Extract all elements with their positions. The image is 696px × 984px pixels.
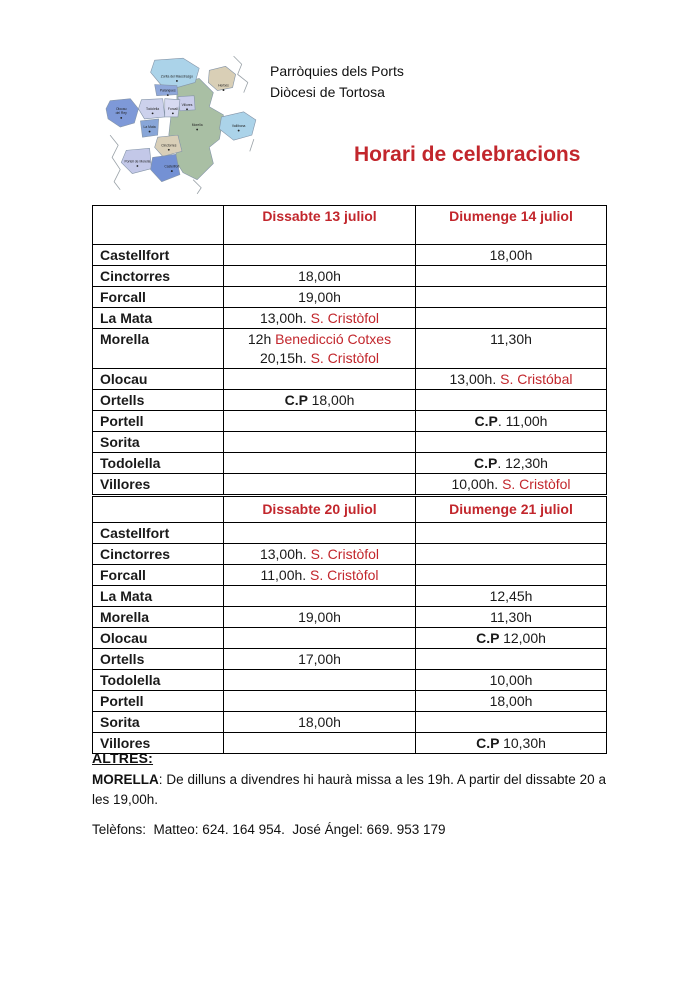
- cell-line: [228, 650, 411, 669]
- table-row-morella: [93, 607, 607, 628]
- cell-line: [420, 692, 602, 711]
- parish-name: Villores: [93, 733, 224, 754]
- map-town-dot: [238, 130, 240, 132]
- cell-sunday: [416, 432, 607, 453]
- cell-sunday: [416, 607, 607, 628]
- parish-name: Olocau: [93, 628, 224, 649]
- parish-name: Portell: [93, 691, 224, 712]
- parish-name: Morella: [93, 607, 224, 628]
- day-header-sunday: Diumenge 14 juliol: [416, 206, 607, 245]
- cell-text-segment: 18,00h: [298, 714, 341, 730]
- cell-text-segment: 19,00h: [298, 289, 341, 305]
- cell-text-segment: 11,00h.: [260, 567, 311, 583]
- map-label-la-mata: La Mata: [143, 125, 156, 130]
- table-row-la-mata: [93, 586, 607, 607]
- cell-sunday: [416, 565, 607, 586]
- map-town-dot: [120, 117, 122, 119]
- cell-saturday: [224, 245, 416, 266]
- cell-saturday: [224, 586, 416, 607]
- cell-text-segment: 11,30h: [490, 331, 532, 347]
- cell-line: [420, 587, 602, 606]
- cell-saturday: [224, 628, 416, 649]
- cell-line: [420, 370, 602, 389]
- cell-saturday: [224, 712, 416, 733]
- table-row-sorita: [93, 712, 607, 733]
- map-label-olocau-del-rey: Olocau del Rey: [115, 106, 127, 115]
- cell-line: [228, 309, 411, 328]
- cell-sunday: [416, 670, 607, 691]
- parish-name: Ortells: [93, 390, 224, 411]
- map-label-castellfort: Castellfort: [164, 164, 180, 169]
- parish-name: Villores: [93, 474, 224, 495]
- cell-sunday: [416, 266, 607, 287]
- map-town-dot: [223, 89, 225, 91]
- map-town-dot: [149, 131, 151, 133]
- cell-text-segment: 19,00h: [298, 609, 341, 625]
- cell-saturday: [224, 607, 416, 628]
- cell-sunday: [416, 411, 607, 432]
- cell-text-segment: 10,30h: [503, 735, 546, 751]
- morella-note: [92, 770, 606, 810]
- table-row-portell: [93, 411, 607, 432]
- cell-line: [228, 267, 411, 286]
- day-header-saturday: Dissabte 13 juliol: [224, 206, 416, 245]
- table-row-todolella: [93, 670, 607, 691]
- parish-name: Ortells: [93, 649, 224, 670]
- parish-name: La Mata: [93, 308, 224, 329]
- cell-line: [420, 246, 602, 265]
- cell-sunday: [416, 245, 607, 266]
- map-label-vallibona: Vallibona: [231, 124, 246, 129]
- map-label-todolella: Todolella: [146, 106, 160, 111]
- cell-text-segment: 12,00h: [503, 630, 546, 646]
- cell-sunday: [416, 453, 607, 474]
- parish-name: Todolella: [93, 670, 224, 691]
- parish-name: La Mata: [93, 586, 224, 607]
- cell-saturday: [224, 565, 416, 586]
- cell-sunday: [416, 586, 607, 607]
- map-town-dot: [176, 80, 178, 82]
- cell-line: [420, 454, 602, 473]
- els-ports-map-svg: [104, 54, 266, 196]
- table-row-ortells: [93, 390, 607, 411]
- cell-sunday: [416, 474, 607, 495]
- map-town-dot: [137, 165, 139, 167]
- cell-text-segment: C.P: [476, 630, 504, 646]
- altres-heading: ALTRES:: [92, 750, 154, 766]
- cell-text-segment: S. Cristòfol: [310, 546, 380, 562]
- cell-sunday: [416, 523, 607, 544]
- cell-text-segment: 17,00h: [298, 651, 341, 667]
- parish-name: Portell: [93, 411, 224, 432]
- cell-sunday: [416, 308, 607, 329]
- cell-saturday: [224, 544, 416, 565]
- parish-name: Olocau: [93, 369, 224, 390]
- page-title: Horari de celebracions: [354, 143, 581, 166]
- cell-saturday: [224, 474, 416, 495]
- table-row-portell: [93, 691, 607, 712]
- table-row-ortells: [93, 649, 607, 670]
- cell-text-segment: . 12,30h: [497, 455, 548, 471]
- map-label-portell-de-morella: Portell de Morella: [124, 159, 151, 164]
- map-town-dot: [171, 170, 173, 172]
- cell-text-segment: 13,00h.: [259, 546, 311, 562]
- cell-line: [228, 566, 411, 585]
- org-line1: Parròquies dels Ports: [270, 63, 404, 79]
- map-label-forcall: Forcall: [167, 106, 178, 111]
- cell-sunday: [416, 390, 607, 411]
- cell-saturday: [224, 453, 416, 474]
- parish-name: Forcall: [93, 565, 224, 586]
- table-row-la-mata: [93, 308, 607, 329]
- morella-note-label: MORELLA: [92, 772, 159, 787]
- parish-name: Morella: [93, 329, 224, 369]
- schedule-table-week1: [92, 205, 607, 495]
- cell-text-segment: 10,00h: [489, 672, 533, 688]
- parish-name: Sorita: [93, 432, 224, 453]
- table-row-cinctorres: [93, 266, 607, 287]
- parish-name: Cinctorres: [93, 266, 224, 287]
- cell-text-segment: 13,00h.: [449, 371, 501, 387]
- cell-text-segment: C.P: [476, 735, 504, 751]
- table-row-castellfort: [93, 245, 607, 266]
- cell-text-segment: C.P: [284, 392, 312, 408]
- table-row-sorita: [93, 432, 607, 453]
- cell-sunday: [416, 628, 607, 649]
- map-town-dot: [196, 129, 198, 131]
- table-row-cinctorres: [93, 544, 607, 565]
- cell-text-segment: S. Cristòfol: [310, 567, 379, 583]
- cell-sunday: [416, 287, 607, 308]
- cell-sunday: [416, 329, 607, 369]
- cell-sunday: [416, 712, 607, 733]
- cell-saturday: [224, 329, 416, 369]
- parish-name: Sorita: [93, 712, 224, 733]
- cell-line: [420, 330, 602, 349]
- cell-text-segment: S. Cristòfol: [310, 310, 380, 326]
- table-row-morella: [93, 329, 607, 369]
- cell-text-segment: 18,00h: [489, 693, 533, 709]
- cell-line: [420, 671, 602, 690]
- cell-text-segment: 13,00h.: [259, 310, 311, 326]
- cell-text-segment: 10,00h.: [451, 476, 503, 492]
- cell-text-segment: 11,30h: [490, 609, 532, 625]
- morella-note-text: : De dilluns a divendres hi haurà missa a les 19h. A partir del dissabte 20 a les 19,00h.: [92, 772, 606, 807]
- map-label-palanques: Palanques: [159, 88, 176, 93]
- cell-line: [228, 713, 411, 732]
- cell-sunday: [416, 649, 607, 670]
- cell-text-segment: . 11,00h: [497, 413, 548, 429]
- cell-sunday: [416, 369, 607, 390]
- region-zorita: [151, 58, 200, 87]
- cell-saturday: [224, 691, 416, 712]
- map-town-dot: [167, 94, 169, 96]
- table-row-todolella: [93, 453, 607, 474]
- cell-saturday: [224, 670, 416, 691]
- cell-saturday: [224, 411, 416, 432]
- parish-name: Castellfort: [93, 523, 224, 544]
- cell-text-segment: 12h: [247, 331, 276, 347]
- cell-line: [228, 391, 411, 410]
- cell-saturday: [224, 369, 416, 390]
- table-row-villores: [93, 474, 607, 495]
- cell-text-segment: S. Cristòfol: [310, 350, 380, 366]
- phones-line: Telèfons: Matteo: 624. 164 954. José Ángel: 669. 953 179: [92, 822, 446, 837]
- els-ports-map-image: [104, 54, 266, 196]
- table-row-olocau: [93, 628, 607, 649]
- cell-text-segment: Benedicció Cotxes: [275, 331, 392, 347]
- parish-name: Forcall: [93, 287, 224, 308]
- cell-text-segment: 18,00h: [298, 268, 341, 284]
- org-block: [270, 61, 404, 103]
- corner-cell: [93, 497, 224, 523]
- cell-saturday: [224, 390, 416, 411]
- day-header-sunday: Diumenge 21 juliol: [416, 497, 607, 523]
- parish-name: Cinctorres: [93, 544, 224, 565]
- map-town-dot: [186, 108, 188, 110]
- table-row-forcall: [93, 565, 607, 586]
- table-row-castellfort: [93, 523, 607, 544]
- cell-saturday: [224, 308, 416, 329]
- day-header-saturday: Dissabte 20 juliol: [224, 497, 416, 523]
- cell-saturday: [224, 523, 416, 544]
- cell-line: [228, 330, 411, 349]
- cell-saturday: [224, 432, 416, 453]
- map-town-dot: [152, 112, 154, 114]
- org-line2: Diòcesi de Tortosa: [270, 84, 385, 100]
- table-row-olocau: [93, 369, 607, 390]
- corner-cell: [93, 206, 224, 245]
- cell-text-segment: 20,15h.: [259, 350, 311, 366]
- cell-saturday: [224, 287, 416, 308]
- cell-text-segment: 18,00h: [489, 247, 533, 263]
- cell-line: [420, 629, 602, 648]
- cell-text-segment: 18,00h: [311, 392, 355, 408]
- cell-line: [420, 608, 602, 627]
- map-town-dot: [168, 149, 170, 151]
- cell-line: [228, 608, 411, 627]
- cell-saturday: [224, 649, 416, 670]
- schedule-table-week2: [92, 496, 607, 754]
- cell-line: [228, 349, 411, 368]
- map-label-morella: Morella: [191, 123, 203, 128]
- cell-text-segment: S. Cristòfol: [502, 476, 571, 492]
- cell-line: [228, 545, 411, 564]
- cell-text-segment: 12,45h: [489, 588, 533, 604]
- cell-saturday: [224, 266, 416, 287]
- cell-text-segment: C.P: [474, 413, 498, 429]
- map-label-cinctorres: Cinctorres: [161, 143, 177, 148]
- parish-name: Todolella: [93, 453, 224, 474]
- map-label-villores: Villores: [181, 102, 193, 107]
- cell-sunday: [416, 691, 607, 712]
- footer-notes: [92, 748, 606, 840]
- cell-text-segment: S. Cristóbal: [500, 371, 573, 387]
- table-row-forcall: [93, 287, 607, 308]
- cell-line: [228, 288, 411, 307]
- cell-text-segment: C.P: [474, 455, 498, 471]
- map-label-herbés: Herbés: [218, 83, 229, 88]
- map-town-dot: [172, 112, 174, 114]
- map-label-zorita-del-maestrazgo: Zorita del Maestrazgo: [160, 74, 193, 79]
- parish-name: Castellfort: [93, 245, 224, 266]
- cell-line: [420, 475, 602, 494]
- cell-line: [420, 412, 602, 431]
- cell-sunday: [416, 544, 607, 565]
